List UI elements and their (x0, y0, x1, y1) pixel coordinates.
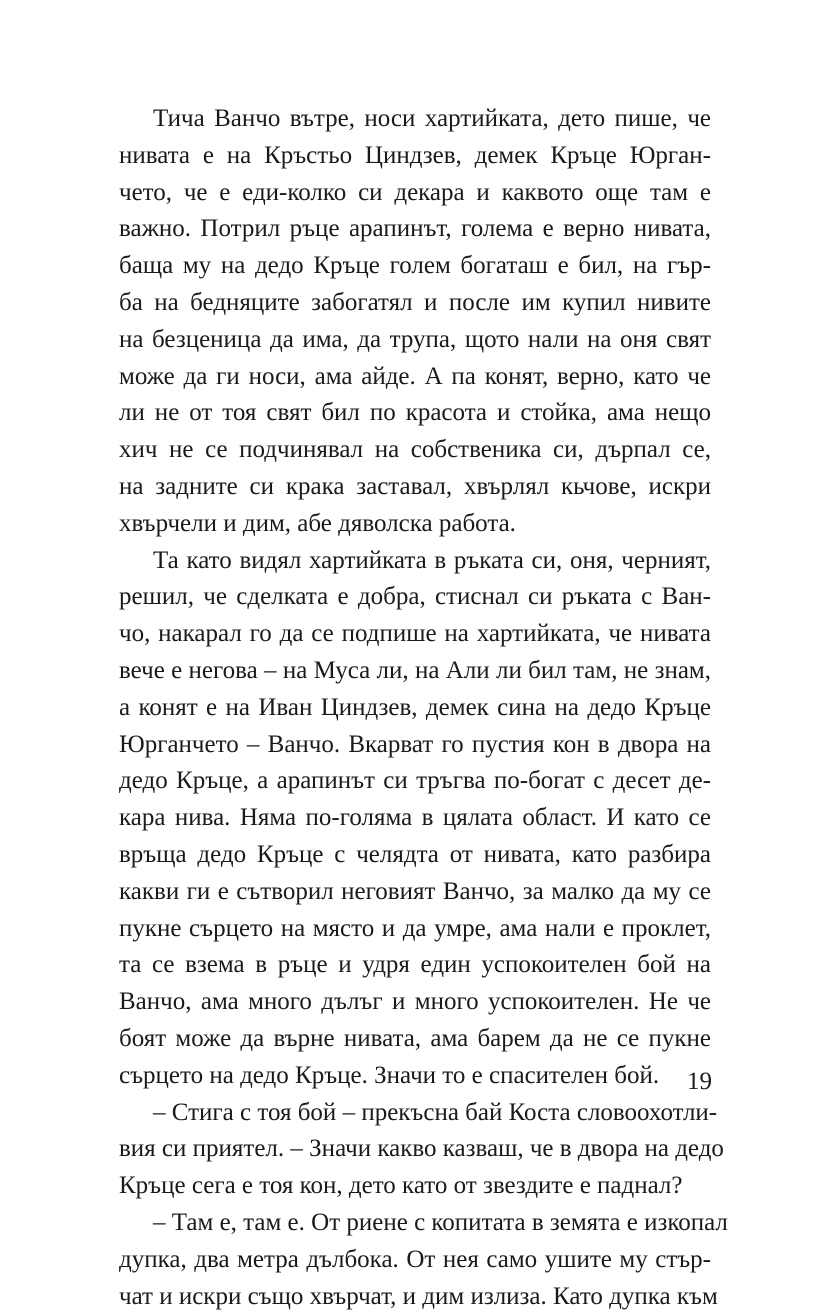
text-line: чо, накарал го да се подпише на хартийката, че нивата (119, 616, 711, 653)
text-line: връща дедо Кръце с челядта от нивата, като разбира (119, 837, 711, 874)
page-number: 19 (672, 1067, 712, 1097)
text-line: нивата е на Кръстьо Циндзев, демек Кръце Юрган- (119, 138, 711, 175)
text-line: дупка, два метра дълбока. От нея само ушите му стър- (119, 1242, 711, 1279)
text-line: Юрганчето – Ванчо. Вкарват го пустия кон в двора на (119, 727, 711, 764)
text-line: – Стига с тоя бой – прекъсна бай Коста словоохотли- (119, 1095, 711, 1132)
text-line: Тича Ванчо вътре, носи хартийката, дето пише, че (119, 101, 711, 138)
text-line: важно. Потрил ръце арапинът, голема е верно нивата, (119, 211, 711, 248)
text-line: хич не се подчинявал на собственика си, дърпал се, (119, 432, 711, 469)
text-line: дедо Кръце, а арапинът си тръгва по-богат с десет де- (119, 763, 711, 800)
text-line: на безценица да има, да трупа, щото нали на оня свят (119, 322, 711, 359)
text-line: чето, че е еди-колко си декара и каквото още там е (119, 175, 711, 212)
text-line: пукне сърцето на място и да умре, ама нали е проклет, (119, 911, 711, 948)
body-text (119, 101, 711, 1315)
text-line: ли не от тоя свят бил по красота и стойка, ама нещо (119, 395, 711, 432)
text-line: чат и искри също хвърчат, и дим излиза. Като дупка към (119, 1279, 711, 1315)
text-line: – Там е, там е. От риене с копитата в земята е изкопал (119, 1205, 711, 1242)
text-line: какви ги е сътворил неговият Ванчо, за малко да му се (119, 874, 711, 911)
text-line: та се взема в ръце и удря един успокоителен бой на (119, 947, 711, 984)
text-line: кара нива. Няма по-голяма в цялата област. И като се (119, 800, 711, 837)
text-line: решил, че сделката е добра, стиснал си ръката с Ван- (119, 579, 711, 616)
text-line: боят може да върне нивата, ама барем да не се пукне (119, 1021, 711, 1058)
text-line: вия си приятел. – Значи какво казваш, че в двора на дедо (119, 1131, 711, 1168)
text-line: хвърчели и дим, абе дяволска работа. (119, 506, 711, 543)
text-line: сърцето на дедо Кръце. Значи то е спасителен бой. (119, 1058, 711, 1095)
text-line: Кръце сега е тоя кон, дето като от звездите е паднал? (119, 1168, 711, 1205)
text-line: баща му на дедо Кръце голем богаташ е бил, на гър- (119, 248, 711, 285)
text-line: може да ги носи, ама айде. А па конят, верно, като че (119, 359, 711, 396)
text-line: ба на бедняците забогатял и после им купил нивите (119, 285, 711, 322)
text-line: Та като видял хартийката в ръката си, оня, черният, (119, 543, 711, 580)
text-line: на задните си крака заставал, хвърлял кьчове, искри (119, 469, 711, 506)
text-line: а конят е на Иван Циндзев, демек сина на дедо Кръце (119, 690, 711, 727)
text-line: Ванчо, ама много дълъг и много успокоителен. Не че (119, 984, 711, 1021)
text-line: вече е негова – на Муса ли, на Али ли бил там, не знам, (119, 653, 711, 690)
